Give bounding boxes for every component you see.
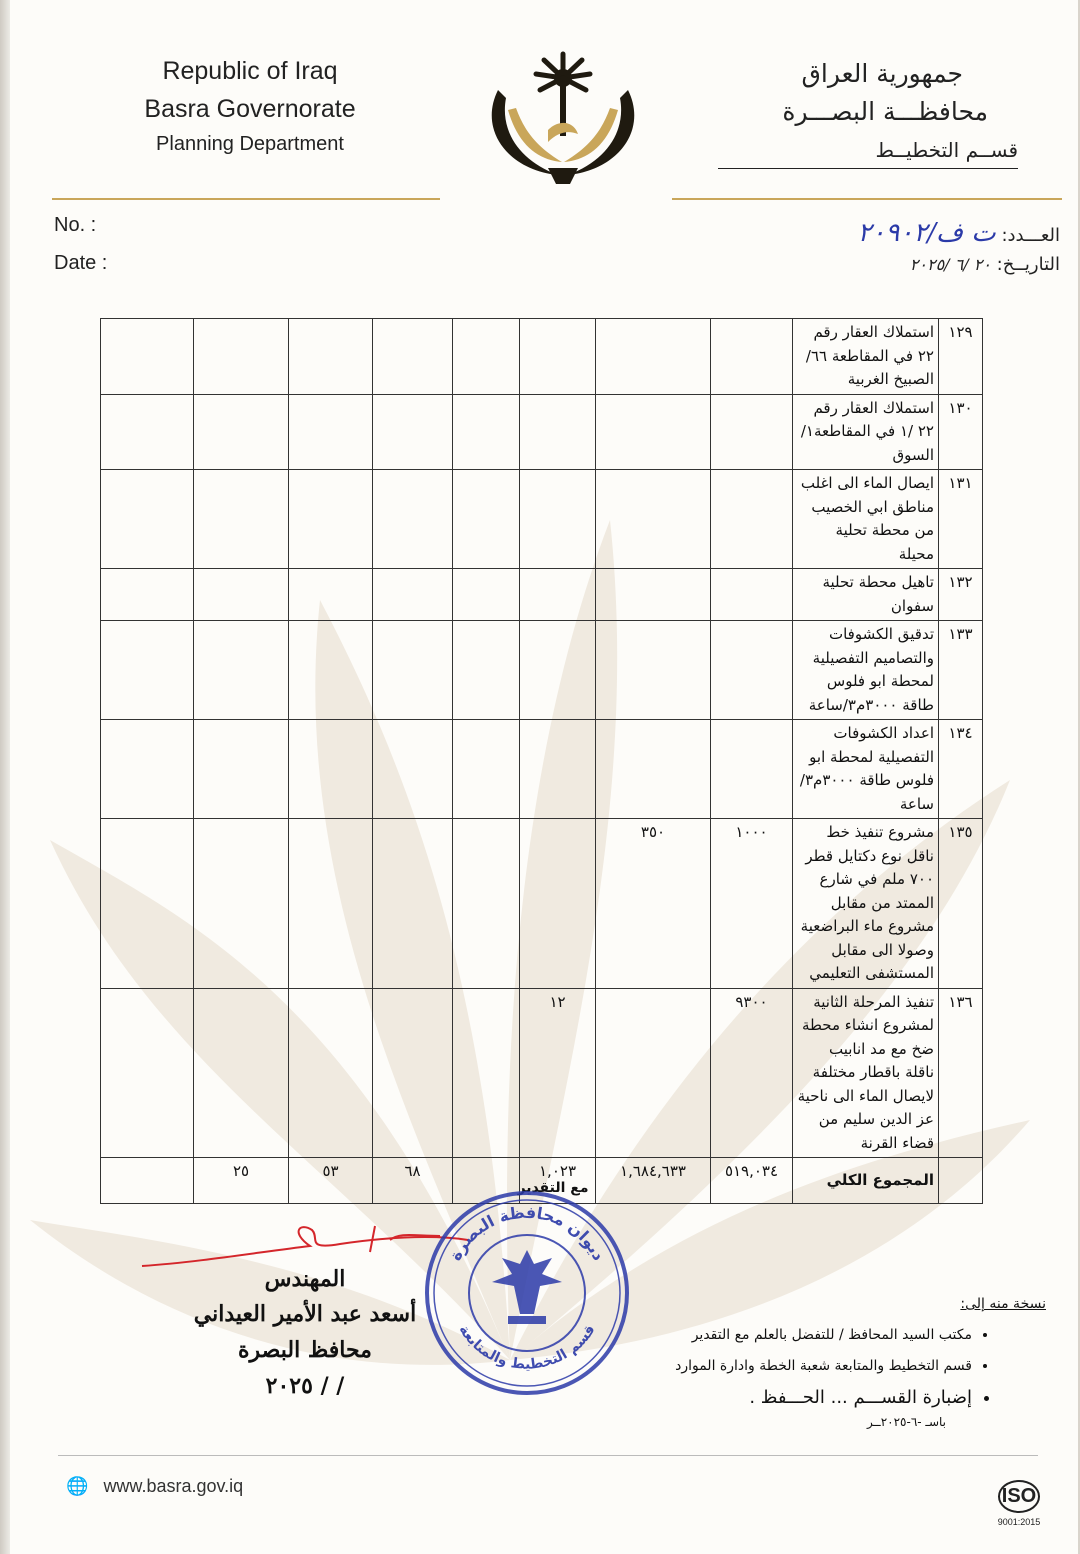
scan-edge: [0, 0, 10, 1554]
row-value-cell: [520, 819, 596, 989]
row-value-cell: [373, 988, 453, 1158]
row-value-cell: [453, 569, 520, 621]
row-value-cell: [194, 621, 289, 720]
row-value-cell: [194, 819, 289, 989]
row-value-cell: [289, 394, 373, 470]
row-number: ١٣٦: [939, 988, 983, 1158]
stamp-top-text: ديوان محافظة البصرة: [445, 1202, 609, 1264]
date-label: Date :: [54, 252, 108, 274]
row-value-cell: [596, 988, 711, 1158]
website-link[interactable]: www.basra.gov.iq: [103, 1476, 244, 1496]
row-value-cell: [194, 319, 289, 395]
row-value-cell: [194, 470, 289, 569]
row-value-cell: [194, 394, 289, 470]
total-value-cell: ١,٦٨٤,٦٣٣: [596, 1158, 711, 1204]
signature-name: أسعد عبد الأمير العيداني: [193, 1301, 417, 1327]
table-row: [101, 470, 983, 569]
row-number: ١٣١: [939, 470, 983, 569]
total-value-cell: ١,٠٢٣: [520, 1158, 596, 1204]
row-value-cell: ١٢: [520, 988, 596, 1158]
row-value-cell: [453, 319, 520, 395]
row-value-cell: [373, 621, 453, 720]
row-value-cell: [596, 319, 711, 395]
table-row: [101, 621, 983, 720]
copies-item: • إضبارة القســـم ... الحـــفظ .: [586, 1382, 972, 1413]
row-value-cell: [711, 470, 793, 569]
signature-position: محافظ البصرة: [238, 1337, 372, 1363]
row-value-cell: [373, 470, 453, 569]
row-number: ١٢٩: [939, 319, 983, 395]
basra-emblem-icon: [478, 50, 648, 185]
row-value-cell: [520, 319, 596, 395]
row-value-cell: [711, 569, 793, 621]
row-number: ١٣٣: [939, 621, 983, 720]
row-value-cell: [596, 394, 711, 470]
row-description: تنفيذ المرحلة الثانية لمشروع انشاء محطة ضخ مع مد انابيب ناقلة باقطار مختلفة لايصال الماء الى ناحية عز الدين سليم من قضاء القرنة: [793, 988, 939, 1158]
row-value-cell: [711, 720, 793, 819]
copies-item: • قسم التخطيط والمتابعة شعبة الخطة وادارة الموارد: [586, 1351, 972, 1382]
table-row: [101, 394, 983, 470]
row-value-cell: [289, 319, 373, 395]
row-value-cell: [289, 819, 373, 989]
total-value-cell: ٢٥: [194, 1158, 289, 1204]
row-value-cell: [520, 470, 596, 569]
copies-heading: نسخة منه إلى:: [960, 1296, 1046, 1312]
total-value-cell: ٦٨: [373, 1158, 453, 1204]
globe-icon: 🌐: [66, 1476, 89, 1496]
row-value-cell: [520, 720, 596, 819]
row-value-cell: [289, 720, 373, 819]
row-description: تدقيق الكشوفات والتصاميم التفصيلية لمحطة ابو فلوس طاقة ٣٠٠٠م٣/ساعة: [793, 621, 939, 720]
header-governorate: Basra Governorate: [144, 95, 356, 123]
row-description: تاهيل محطة تحلية سفوان: [793, 569, 939, 621]
row-value-cell: [453, 819, 520, 989]
header-country-ar: جمهورية العراق: [801, 59, 963, 88]
row-value-cell: [373, 319, 453, 395]
row-value-cell: [194, 569, 289, 621]
row-value-cell: [596, 569, 711, 621]
row-value-cell: [711, 394, 793, 470]
row-value-cell: [520, 569, 596, 621]
row-value-cell: [596, 720, 711, 819]
total-value-cell: ٥٣: [289, 1158, 373, 1204]
row-value-cell: [101, 319, 194, 395]
header-governorate-ar: محافظـــة البصـــرة: [782, 97, 988, 126]
projects-table: [100, 318, 983, 1204]
copies-section: [586, 1296, 1046, 1429]
iso-logo-icon: ISO: [998, 1480, 1040, 1513]
total-value-cell: ٥١٩,٠٣٤: [711, 1158, 793, 1204]
row-value-cell: [373, 720, 453, 819]
signature-title: المهندس: [264, 1266, 346, 1292]
row-value-cell: [289, 621, 373, 720]
row-value-cell: [520, 394, 596, 470]
row-number: ١٣٠: [939, 394, 983, 470]
header-department: Planning Department: [156, 133, 344, 155]
total-label: المجموع الكلي: [793, 1158, 939, 1204]
signature-date: / / ٢٠٢٥: [265, 1373, 345, 1399]
row-value-cell: [596, 621, 711, 720]
header-english: [130, 52, 370, 160]
table-row: [101, 569, 983, 621]
table-row: [101, 720, 983, 819]
row-value-cell: ١٠٠٠: [711, 819, 793, 989]
date-label-ar: التاريــخ:: [996, 254, 1060, 275]
number-label-ar: العـــدد:: [1001, 225, 1060, 246]
row-value-cell: [373, 569, 453, 621]
table-row: [101, 988, 983, 1158]
number-value: ت ف/٢٠٩٠٢: [857, 218, 996, 248]
header-department-ar: قســم التخطيــط: [718, 132, 1018, 169]
row-value-cell: [453, 394, 520, 470]
row-value-cell: [101, 621, 194, 720]
row-value-cell: [289, 569, 373, 621]
row-value-cell: [101, 470, 194, 569]
row-value-cell: [101, 988, 194, 1158]
website-footer[interactable]: [66, 1476, 243, 1497]
footer-rule: [58, 1455, 1038, 1456]
table-row: [101, 319, 983, 395]
row-value-cell: [520, 621, 596, 720]
row-value-cell: [453, 621, 520, 720]
row-value-cell: ٣٥٠: [596, 819, 711, 989]
row-value-cell: [453, 988, 520, 1158]
row-description: ايصال الماء الى اغلب مناطق ابي الخصيب من محطة تحلية محيلة: [793, 470, 939, 569]
row-value-cell: [101, 720, 194, 819]
svg-text:قسم التخطيط والمتابعة: [455, 1322, 598, 1373]
row-value-cell: [289, 988, 373, 1158]
header-arabic: [718, 56, 1018, 169]
total-value-cell: [101, 1158, 194, 1204]
header-country: Republic of Iraq: [162, 57, 338, 85]
copies-list: [586, 1320, 986, 1413]
row-value-cell: [711, 621, 793, 720]
governor-signature-block: [180, 1262, 430, 1404]
row-number: ١٣٤: [939, 720, 983, 819]
document-page: [10, 0, 1078, 1554]
row-description: مشروع تنفيذ خط ناقل نوع دكتايل قطر ٧٠٠ ملم في شارع الممتد من مقابل مشروع ماء البراضعية وصولا الى مقابل المستشفى التعليمي: [793, 819, 939, 989]
header-rule-right: [672, 198, 1062, 200]
number-row-ar: [857, 218, 1060, 248]
row-value-cell: [101, 569, 194, 621]
row-value-cell: [194, 720, 289, 819]
row-value-cell: [596, 470, 711, 569]
row-number: ١٣٥: [939, 819, 983, 989]
row-value-cell: ٩٣٠٠: [711, 988, 793, 1158]
copies-item: • مكتب السيد المحافظ / للتفضل بالعلم مع التقدير: [586, 1320, 972, 1351]
copies-footer: باسـ -٦-٢٠٢٥ــر: [867, 1415, 946, 1429]
stamp-bottom-text: قسم التخطيط والمتابعة: [455, 1322, 599, 1373]
iso-code: 9001:2015: [997, 1517, 1041, 1527]
row-number: ١٣٢: [939, 569, 983, 621]
row-value-cell: [101, 394, 194, 470]
iso-badge: [994, 1480, 1044, 1527]
date-row-ar: [910, 254, 1060, 275]
row-value-cell: [101, 819, 194, 989]
header-rule-left: [52, 198, 440, 200]
row-description: استملاك العقار رقم ٢٢ في المقاطعة ٦٦/الصبيخ الغربية: [793, 319, 939, 395]
row-value-cell: [453, 470, 520, 569]
approval-note: مع التقدير: [517, 1180, 589, 1196]
row-value-cell: [711, 319, 793, 395]
row-description: اعداد الكشوفات التفصيلية لمحطة ابو فلوس طاقة ٣٠٠٠م٣/ساعة: [793, 720, 939, 819]
row-value-cell: [453, 720, 520, 819]
date-value: ٢٠ /٦ /٢٠٢٥: [909, 255, 991, 274]
row-description: استملاك العقار رقم ٢٢ /١ في المقاطعة١/ السوق: [793, 394, 939, 470]
row-value-cell: [373, 394, 453, 470]
total-empty-cell: [939, 1158, 983, 1204]
row-value-cell: [373, 819, 453, 989]
row-value-cell: [289, 470, 373, 569]
table-row: [101, 819, 983, 989]
number-label: No. :: [54, 214, 97, 236]
row-value-cell: [194, 988, 289, 1158]
